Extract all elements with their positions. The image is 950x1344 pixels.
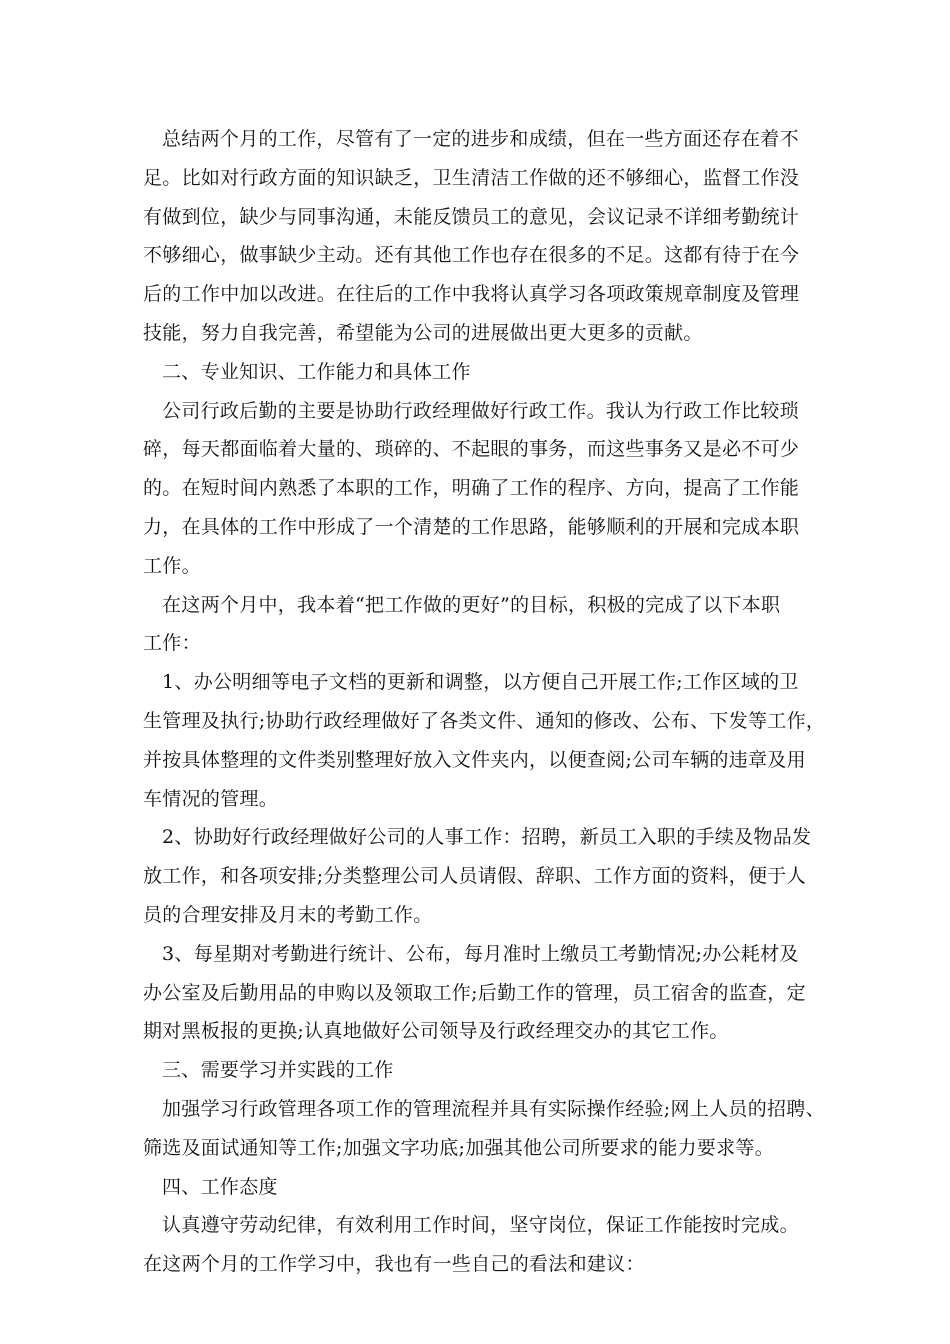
paragraph-line: 总结两个月的工作，尽管有了一定的进步和成绩，但在一些方面还存在着不: [162, 128, 799, 150]
paragraph-line: 工作：: [143, 632, 201, 655]
paragraph-line: 碎，每天都面临着大量的、琐碎的、不起眼的事务，而这些事务又是必不可少: [143, 438, 800, 461]
paragraph-line: 有做到位，缺少与同事沟通，未能反馈员工的意见，会议记录不详细考勤统计: [143, 205, 800, 228]
paragraph-line: 技能，努力自我完善，希望能为公司的进展做出更大更多的贡献。: [143, 321, 703, 344]
paragraph-line: 后的工作中加以改进。在往后的工作中我将认真学习各项政策规章制度及管理: [143, 283, 800, 306]
list-item-line: 办公室及后勤用品的申购以及领取工作;后勤工作的管理，员工宿舍的监查，定: [143, 981, 806, 1004]
list-item-line: 2、协助好行政经理做好公司的人事工作：招聘，新员工入职的手续及物品发: [162, 826, 812, 849]
list-item-line: 并按具体整理的文件类别整理好放入文件夹内，以便查阅;公司车辆的违章及用: [143, 748, 806, 771]
list-item-line: 3、每星期对考勤进行统计、公布，每月准时上缴员工考勤情况;办公耗材及: [162, 942, 799, 965]
list-item-line: 期对黑板报的更换;认真地做好公司领导及行政经理交办的其它工作。: [143, 1020, 729, 1043]
document-body: [143, 120, 826, 1284]
section-heading: 三、需要学习并实践的工作: [162, 1059, 394, 1082]
list-item-line: 1、办公明细等电子文档的更新和调整，以方便自己开展工作;工作区域的卫: [162, 671, 799, 694]
paragraph-line: 公司行政后勤的主要是协助行政经理做好行政工作。我认为行政工作比较琐: [162, 399, 799, 422]
paragraph-line: 筛选及面试通知等工作;加强文字功底;加强其他公司所要求的能力要求等。: [143, 1136, 775, 1159]
paragraph-line: 加强学习行政管理各项工作的管理流程并具有实际操作经验;网上人员的招聘、: [162, 1097, 825, 1120]
paragraph-line: 的。在短时间内熟悉了本职的工作，明确了工作的程序、方向，提高了工作能: [143, 477, 800, 500]
section-heading: 二、专业知识、工作能力和具体工作: [162, 360, 471, 383]
paragraph-line: 认真遵守劳动纪律，有效利用工作时间，坚守岗位，保证工作能按时完成。: [162, 1214, 799, 1237]
paragraph-line: 在这两个月的工作学习中，我也有一些自己的看法和建议：: [143, 1253, 645, 1276]
paragraph-line: 不够细心，做事缺少主动。还有其他工作也存在很多的不足。这都有待于在今: [143, 244, 800, 267]
list-item-line: 员的合理安排及月末的考勤工作。: [143, 903, 433, 926]
section-heading: 四、工作态度: [162, 1175, 278, 1198]
list-item-line: 车情况的管理。: [143, 787, 279, 810]
paragraph-line: 在这两个月中，我本着“把工作做的更好”的目标，积极的完成了以下本职: [162, 593, 781, 616]
paragraph-line: 力，在具体的工作中形成了一个清楚的工作思路，能够顺利的开展和完成本职: [143, 515, 800, 538]
list-item-line: 生管理及执行;协助行政经理做好了各类文件、通知的修改、公布、下发等工作，: [143, 709, 826, 732]
list-item-line: 放工作，和各项安排;分类整理公司人员请假、辞职、工作方面的资料，便于人: [143, 865, 806, 888]
paragraph-line: 工作。: [143, 554, 201, 577]
paragraph-line: 足。比如对行政方面的知识缺乏，卫生清洁工作做的还不够细心，监督工作没: [143, 166, 800, 189]
